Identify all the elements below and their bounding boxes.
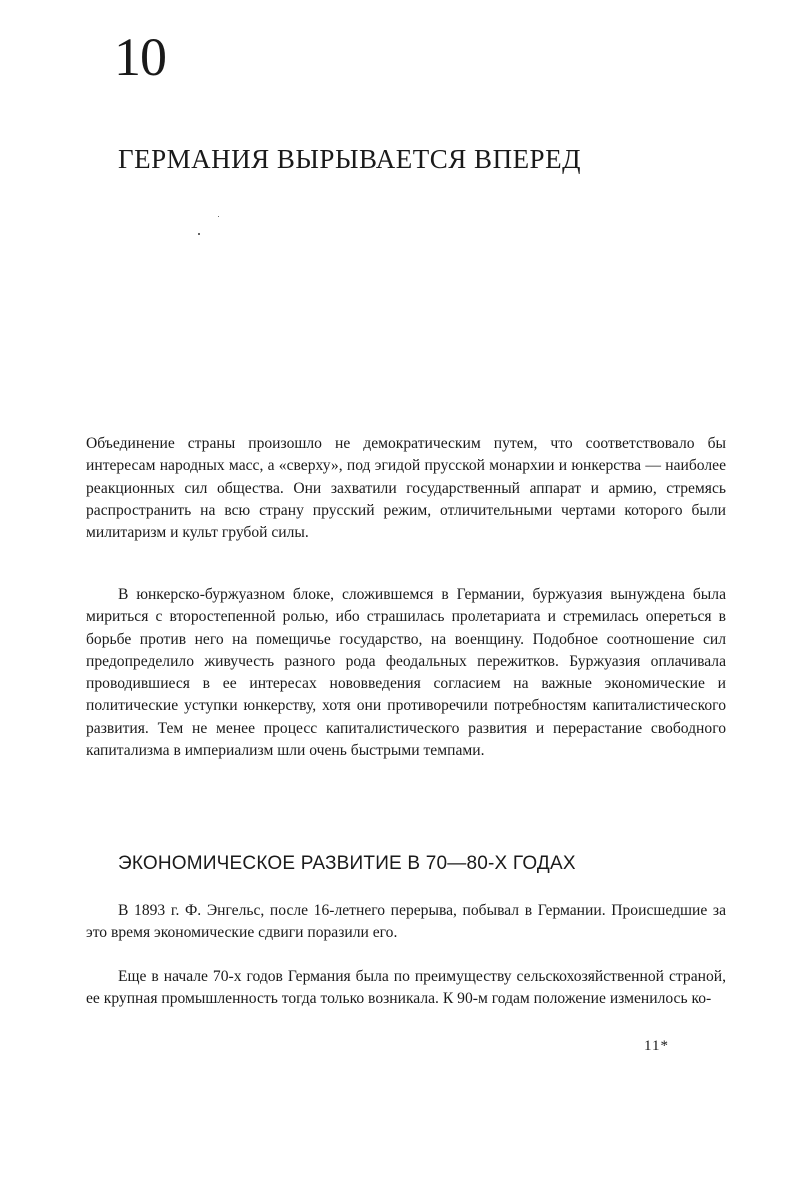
chapter-number: 10 [114, 27, 166, 87]
second-paragraph: В юнкерско-буржуазном блоке, сложившемся в Германии, буржуазия вынуждена была мириться с второстепенной ролью, ибо страшилась пролетариата и стремилась опереться в борьбе против него на помещичье государство, на военщину. Подобное соотношение сил предопределило живучесть разного рода феодальных пережитков. Буржуазия оплачивала проводившиеся в ее интересах нововведения согласием на важные экономические и политические уступки юнкерству, хотя они противоречили потребностям капиталистического развития. Тем не менее процесс капиталистического развития и перерастание свободного капитализма в империализм шли очень быстрыми темпами. [86, 586, 726, 760]
chapter-title: ГЕРМАНИЯ ВЫРЫВАЕТСЯ ВПЕРЕД [118, 144, 581, 174]
section-paragraph-2-block [86, 966, 726, 1011]
intro-paragraph-block [86, 433, 726, 544]
intro-paragraph: Объединение страны произошло не демократическим путем, что соответствовало бы интересам народных масс, а «сверху», под эгидой прусской монархии и юнкерства — наиболее реакционных сил общества. Они захватили государственный аппарат и армию, стремясь распространить на всю страну прусский режим, отличительными чертами которого были милитаризм и культ грубой силы. [86, 435, 726, 542]
page-folio: 11* [644, 1038, 669, 1054]
section-paragraph-1: В 1893 г. Ф. Энгельс, после 16-летнего перерыва, побывал в Германии. Происшедшие за это время экономические сдвиги поразили его. [86, 902, 726, 942]
section-paragraph-2: Еще в начале 70-х годов Германия была по преимуществу сельскохозяйственной страной, ее крупная промышленность тогда только возникала. К 90-м годам положение изменилось ко- [86, 968, 726, 1008]
section-heading: ЭКОНОМИЧЕСКОЕ РАЗВИТИЕ В 70—80-Х ГОДАХ [118, 853, 576, 874]
print-speck [218, 216, 219, 217]
print-speck [198, 233, 200, 235]
section-paragraph-1-block [86, 900, 726, 945]
second-paragraph-block [86, 584, 726, 762]
